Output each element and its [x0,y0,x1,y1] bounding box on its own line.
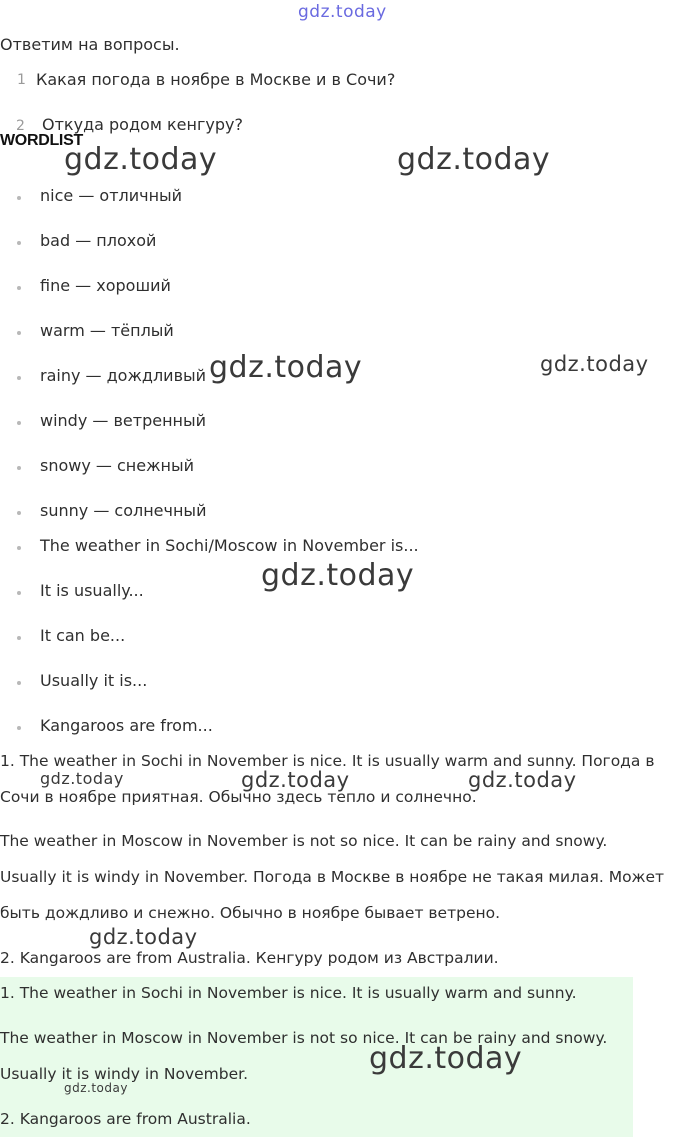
answer-line: Usually it is windy in November. Погода в Москве в ноябре не такая милая. Может [0,868,665,886]
bullet [17,421,21,425]
answer-line: быть дождливо и снежно. Обычно в ноябре бывает ветрено. [0,904,501,922]
bullet [17,196,21,200]
watermark: gdz.today [369,1041,523,1076]
question-text: Откуда родом кенгуру? [42,115,243,134]
wordlist-item: Usually it is... [40,671,148,690]
bullet [17,241,21,245]
wordlist-item: It is usually... [40,581,144,600]
bullet [17,726,21,730]
wordlist-item: warm — тёплый [40,321,174,340]
wordlist-item: It can be... [40,626,126,645]
bullet [17,546,21,550]
wordlist-item: Kangaroos are from... [40,716,213,735]
bullet [17,636,21,640]
question-number: 2 [16,118,25,134]
watermark: gdz.today [40,769,124,788]
wordlist-item: snowy — снежный [40,456,194,475]
wordlist-title: WORDLIST [0,132,83,149]
bullet [17,331,21,335]
highlight-line: 2. Kangaroos are from Australia. [0,1110,251,1128]
wordlist-item: rainy — дождливый [40,366,207,385]
bullet [17,591,21,595]
question-number: 1 [17,72,26,88]
watermark: gdz.today [261,558,415,593]
answer-line: 2. Kangaroos are from Australia. Кенгуру родом из Австралии. [0,949,499,967]
wordlist-item: bad — плохой [40,231,157,250]
answer-line: Сочи в ноябре приятная. Обычно здесь тепло и солнечно. [0,788,477,806]
watermark-top: gdz.today [298,2,387,22]
watermark: gdz.today [397,142,551,177]
watermark: gdz.today [64,1081,128,1095]
question-clipped [16,112,256,134]
bullet [17,376,21,380]
wordlist-item: windy — ветренный [40,411,207,430]
wordlist-item: fine — хороший [40,276,171,295]
wordlist-item: nice — отличный [40,186,183,205]
watermark: gdz.today [468,768,577,792]
watermark: gdz.today [540,352,649,376]
bullet [17,681,21,685]
watermark: gdz.today [241,768,350,792]
watermark: gdz.today [89,925,198,949]
bullet [17,286,21,290]
answer-line: The weather in Moscow in November is not so nice. It can be rainy and snowy. [0,832,608,850]
question-text: Какая погода в ноябре в Москве и в Сочи? [36,70,396,89]
bullet [17,466,21,470]
wordlist-item: sunny — солнечный [40,501,207,520]
answer-line: 1. The weather in Sochi in November is nice. It is usually warm and sunny. Погода в [0,752,655,770]
highlight-line: 1. The weather in Sochi in November is nice. It is usually warm and sunny. [0,984,577,1002]
watermark: gdz.today [64,142,218,177]
bullet [17,511,21,515]
wordlist-item: The weather in Sochi/Moscow in November is... [40,536,419,555]
watermark: gdz.today [209,350,363,385]
highlight-line: The weather in Moscow in November is not so nice. It can be rainy and snowy. [0,1029,608,1047]
highlight-line: Usually it is windy in November. [0,1065,249,1083]
intro-text: Ответим на вопросы. [0,35,180,54]
